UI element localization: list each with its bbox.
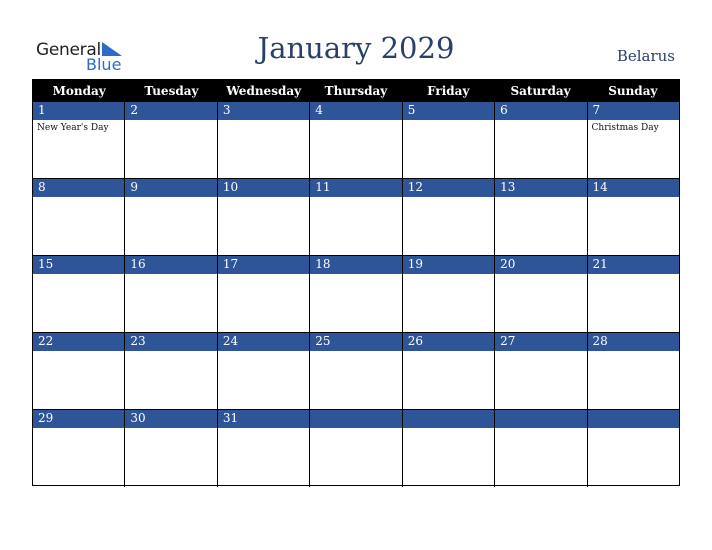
week-divider: [33, 332, 679, 333]
weekday-header: Sunday: [608, 84, 658, 98]
day-cell[interactable]: [218, 256, 310, 333]
date-bar: [588, 410, 679, 428]
week-divider: [33, 409, 679, 410]
logo-text-general: General: [36, 40, 101, 60]
date-bar: [33, 256, 124, 274]
country-label: Belarus: [616, 47, 675, 65]
day-cell[interactable]: [403, 333, 495, 410]
date-bar: [218, 179, 309, 197]
day-number: 12: [407, 180, 423, 194]
day-cell[interactable]: [310, 179, 402, 256]
day-cell[interactable]: [218, 102, 310, 179]
day-number: 8: [38, 180, 46, 194]
day-number: 21: [592, 257, 608, 271]
date-bar: [403, 333, 494, 351]
day-number: 7: [592, 103, 601, 117]
date-bar: [33, 102, 124, 120]
day-number: 13: [500, 180, 516, 194]
day-cell[interactable]: [33, 410, 125, 487]
day-cell[interactable]: [403, 256, 495, 333]
day-cell[interactable]: [310, 102, 402, 179]
day-number: 2: [130, 103, 139, 117]
weekday-header: Thursday: [324, 84, 388, 98]
week-row: [33, 102, 679, 179]
weekday-header: Friday: [427, 84, 470, 98]
date-bar: [310, 102, 401, 120]
date-bar: [33, 410, 124, 428]
day-number: 15: [38, 257, 54, 271]
date-bar: [33, 333, 124, 351]
day-number: 5: [407, 103, 416, 117]
date-bar: [218, 256, 309, 274]
day-number: 3: [222, 103, 231, 117]
date-bar: [125, 410, 216, 428]
day-cell[interactable]: [33, 102, 125, 179]
date-bar: [218, 410, 309, 428]
date-bar: [310, 256, 401, 274]
day-cell[interactable]: [33, 333, 125, 410]
date-bar: [218, 102, 309, 120]
day-cell[interactable]: [125, 333, 217, 410]
day-cell[interactable]: [588, 410, 679, 487]
day-cell[interactable]: [403, 410, 495, 487]
day-number: 6: [500, 103, 508, 117]
date-bar: [495, 179, 586, 197]
week-divider: [33, 178, 679, 179]
day-cell[interactable]: [495, 179, 587, 256]
weekday-header: Monday: [52, 84, 106, 98]
day-number: 11: [315, 180, 331, 194]
date-bar: [403, 410, 494, 428]
day-cell[interactable]: [33, 256, 125, 333]
day-number: 29: [38, 411, 54, 425]
day-cell[interactable]: [218, 333, 310, 410]
day-number: 26: [407, 334, 423, 348]
day-number: 19: [407, 257, 423, 271]
day-number: 18: [315, 257, 331, 271]
day-cell[interactable]: [125, 102, 217, 179]
date-bar: [588, 333, 679, 351]
date-bar: [125, 179, 216, 197]
date-bar: [495, 333, 586, 351]
date-bar: [403, 102, 494, 120]
weekday-header: Tuesday: [144, 84, 199, 98]
weekday-header: Wednesday: [226, 84, 302, 98]
day-number: 14: [592, 180, 608, 194]
date-bar: [125, 256, 216, 274]
week-row: [33, 333, 679, 410]
week-row: [33, 410, 679, 487]
day-cell[interactable]: [218, 179, 310, 256]
calendar-grid: [32, 79, 680, 486]
date-bar: [218, 333, 309, 351]
week-row: [33, 179, 679, 256]
weekday-header: Saturday: [510, 84, 571, 98]
day-cell[interactable]: [403, 102, 495, 179]
day-cell[interactable]: [588, 256, 679, 333]
day-number: 25: [315, 334, 331, 348]
week-row: [33, 256, 679, 333]
day-number: 10: [222, 180, 239, 194]
day-cell[interactable]: [218, 410, 310, 487]
day-number: 22: [38, 334, 54, 348]
date-bar: [495, 256, 586, 274]
day-number: 1: [38, 103, 46, 117]
page-title: January 2029: [257, 31, 455, 65]
date-bar: [495, 102, 586, 120]
date-bar: [495, 410, 586, 428]
holiday-label: Christmas Day: [591, 123, 659, 133]
day-number: 17: [222, 257, 239, 271]
date-bar: [403, 179, 494, 197]
day-cell[interactable]: [310, 256, 402, 333]
date-bar: [310, 179, 401, 197]
day-cell[interactable]: [495, 102, 587, 179]
day-number: 31: [222, 411, 239, 425]
day-cell[interactable]: [588, 179, 679, 256]
date-bar: [403, 256, 494, 274]
holiday-label: New Year's Day: [37, 123, 109, 133]
date-bar: [310, 333, 401, 351]
day-number: 28: [592, 334, 608, 348]
day-number: 16: [130, 257, 146, 271]
weekday-header-row: [33, 80, 679, 102]
day-number: 9: [130, 180, 139, 194]
week-divider: [33, 255, 679, 256]
day-number: 20: [500, 257, 516, 271]
day-cell[interactable]: [588, 102, 679, 179]
logo-text-blue: Blue: [86, 55, 122, 74]
date-bar: [588, 179, 679, 197]
day-cell[interactable]: [125, 410, 217, 487]
day-cell[interactable]: [588, 333, 679, 410]
day-number: 24: [222, 334, 239, 348]
day-cell[interactable]: [495, 333, 587, 410]
day-cell[interactable]: [495, 256, 587, 333]
day-number: 27: [500, 334, 516, 348]
date-bar: [588, 102, 679, 120]
day-cell[interactable]: [403, 179, 495, 256]
day-cell[interactable]: [125, 179, 217, 256]
day-number: 4: [315, 103, 323, 117]
day-cell[interactable]: [125, 256, 217, 333]
day-cell[interactable]: [495, 410, 587, 487]
day-cell[interactable]: [33, 179, 125, 256]
day-number: 30: [130, 411, 146, 425]
day-cell[interactable]: [310, 410, 402, 487]
date-bar: [125, 333, 216, 351]
day-number: 23: [130, 334, 146, 348]
date-bar: [310, 410, 401, 428]
date-bar: [125, 102, 216, 120]
date-bar: [33, 179, 124, 197]
date-bar: [588, 256, 679, 274]
day-cell[interactable]: [310, 333, 402, 410]
